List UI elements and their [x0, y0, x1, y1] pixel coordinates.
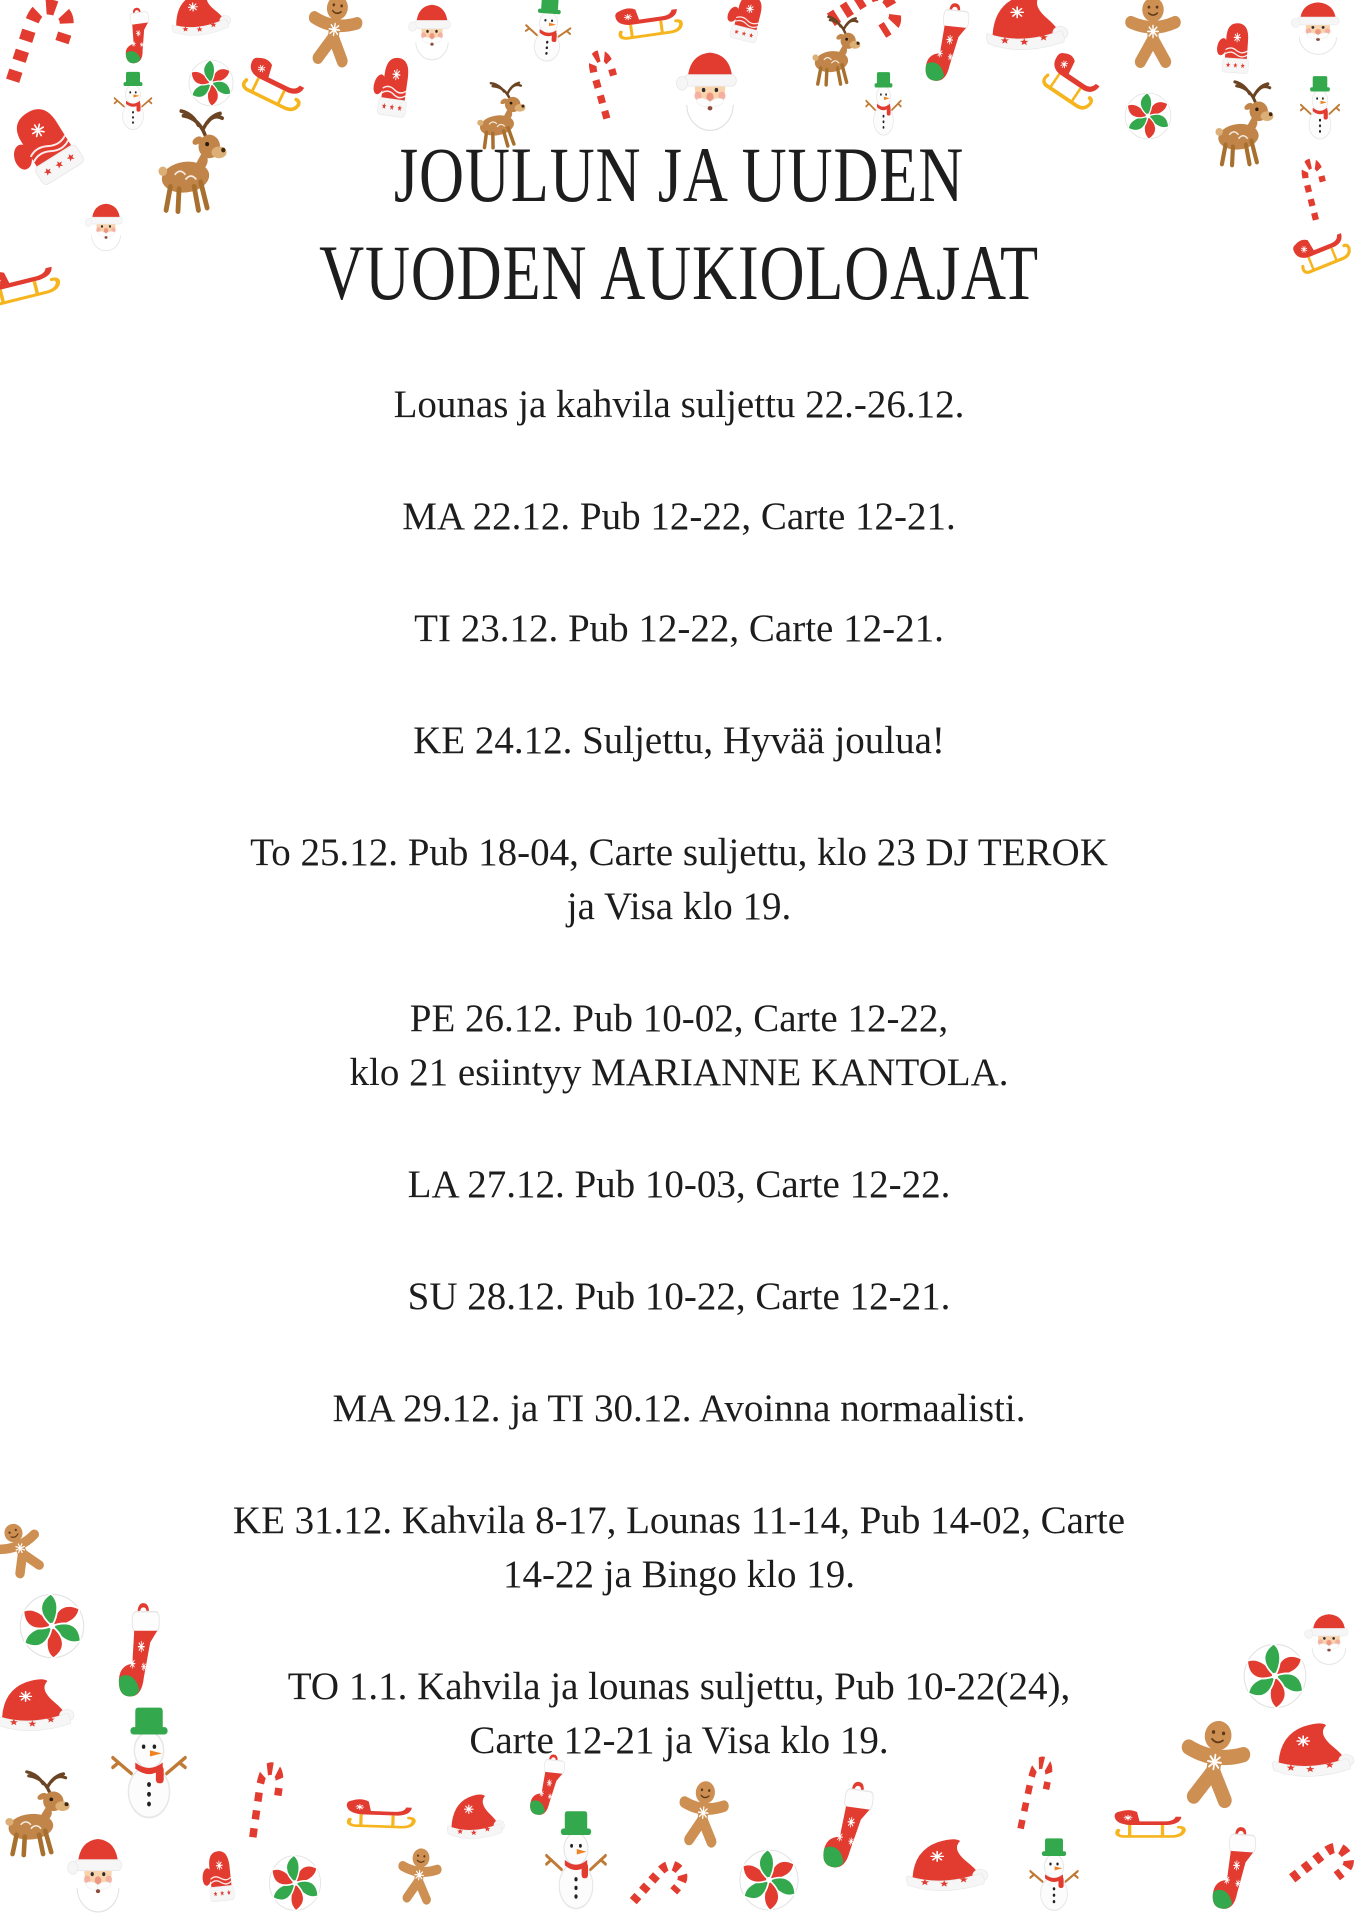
schedule-entry: [0, 992, 1358, 1100]
schedule-line: SU 28.12. Pub 10-22, Carte 12-21.: [407, 1275, 951, 1318]
schedule-line: To 25.12. Pub 18-04, Carte suljettu, klo 23 DJ TEROK: [250, 831, 1108, 874]
schedule-entry: [0, 602, 1358, 656]
schedule-line: KE 24.12. Suljettu, Hyvää joulua!: [413, 719, 945, 762]
schedule-line: MA 22.12. Pub 12-22, Carte 12-21.: [402, 495, 956, 538]
snowman-icon: [516, 0, 581, 68]
schedule-line: ja Visa klo 19.: [566, 885, 792, 928]
santa-face-icon: [1286, 0, 1350, 60]
schedule-entry: [0, 826, 1358, 934]
schedule-entry: [0, 490, 1358, 544]
schedule-line: 14-22 ja Bingo klo 19.: [502, 1553, 856, 1596]
title-line-1: JOULUN JA UUDEN: [393, 131, 965, 218]
mitten-icon: [361, 44, 428, 131]
snowman-icon: [1294, 74, 1346, 144]
stocking-icon: [1201, 1822, 1269, 1920]
schedule-line: TO 1.1. Kahvila ja lounas suljettu, Pub 10-22(24),: [287, 1665, 1071, 1708]
schedule-entry: [0, 1270, 1358, 1324]
santa-face-icon: [670, 43, 750, 139]
schedule-entry: [0, 714, 1358, 768]
schedule-entry: [0, 1382, 1358, 1436]
schedule-entry: [0, 1660, 1358, 1768]
sleigh-icon: [0, 242, 72, 323]
schedule-line: LA 27.12. Pub 10-03, Carte 12-22.: [407, 1163, 951, 1206]
gingerbread-man-icon: [387, 1841, 452, 1913]
santa-hat-icon: [166, 0, 234, 48]
title-line-2: VUODEN AUKIOLOAJAT: [319, 229, 1039, 316]
schedule: [0, 378, 1358, 1826]
schedule-line: Lounas ja kahvila suljettu 22.-26.12.: [393, 383, 965, 426]
schedule-line: MA 29.12. ja TI 30.12. Avoinna normaalisti.: [332, 1387, 1026, 1430]
peppermint-candy-icon: [736, 1846, 802, 1914]
sleigh-icon: [1282, 209, 1358, 292]
stocking-icon: [112, 3, 164, 71]
peppermint-candy-icon: [266, 1852, 324, 1914]
schedule-entry: [0, 1494, 1358, 1602]
schedule-line: klo 21 esiintyy MARIANNE KANTOLA.: [349, 1051, 1009, 1094]
schedule-entry: [0, 1158, 1358, 1212]
mitten-icon: [1208, 13, 1265, 84]
mitten-icon: [0, 78, 113, 212]
schedule-line: TI 23.12. Pub 12-22, Carte 12-21.: [414, 607, 944, 650]
candy-cane-icon: [1275, 1821, 1358, 1918]
schedule-line: Carte 12-21 ja Visa klo 19.: [469, 1719, 889, 1762]
schedule-line: KE 31.12. Kahvila 8-17, Lounas 11-14, Pub 14-02, Carte: [232, 1499, 1126, 1542]
mitten-icon: [193, 1841, 248, 1914]
gingerbread-man-icon: [1116, 0, 1190, 76]
candy-cane-icon: [572, 41, 639, 127]
schedule-line: PE 26.12. Pub 10-02, Carte 12-22,: [409, 997, 949, 1040]
snowman-icon: [1022, 1836, 1086, 1916]
santa-face-icon: [62, 1830, 134, 1920]
santa-face-icon: [81, 198, 131, 256]
candy-cane-icon: [616, 1842, 706, 1932]
stocking-icon: [913, 0, 982, 93]
schedule-entry: [0, 378, 1358, 432]
santa-hat-icon: [902, 1834, 990, 1904]
poster-title: [136, 126, 1222, 322]
